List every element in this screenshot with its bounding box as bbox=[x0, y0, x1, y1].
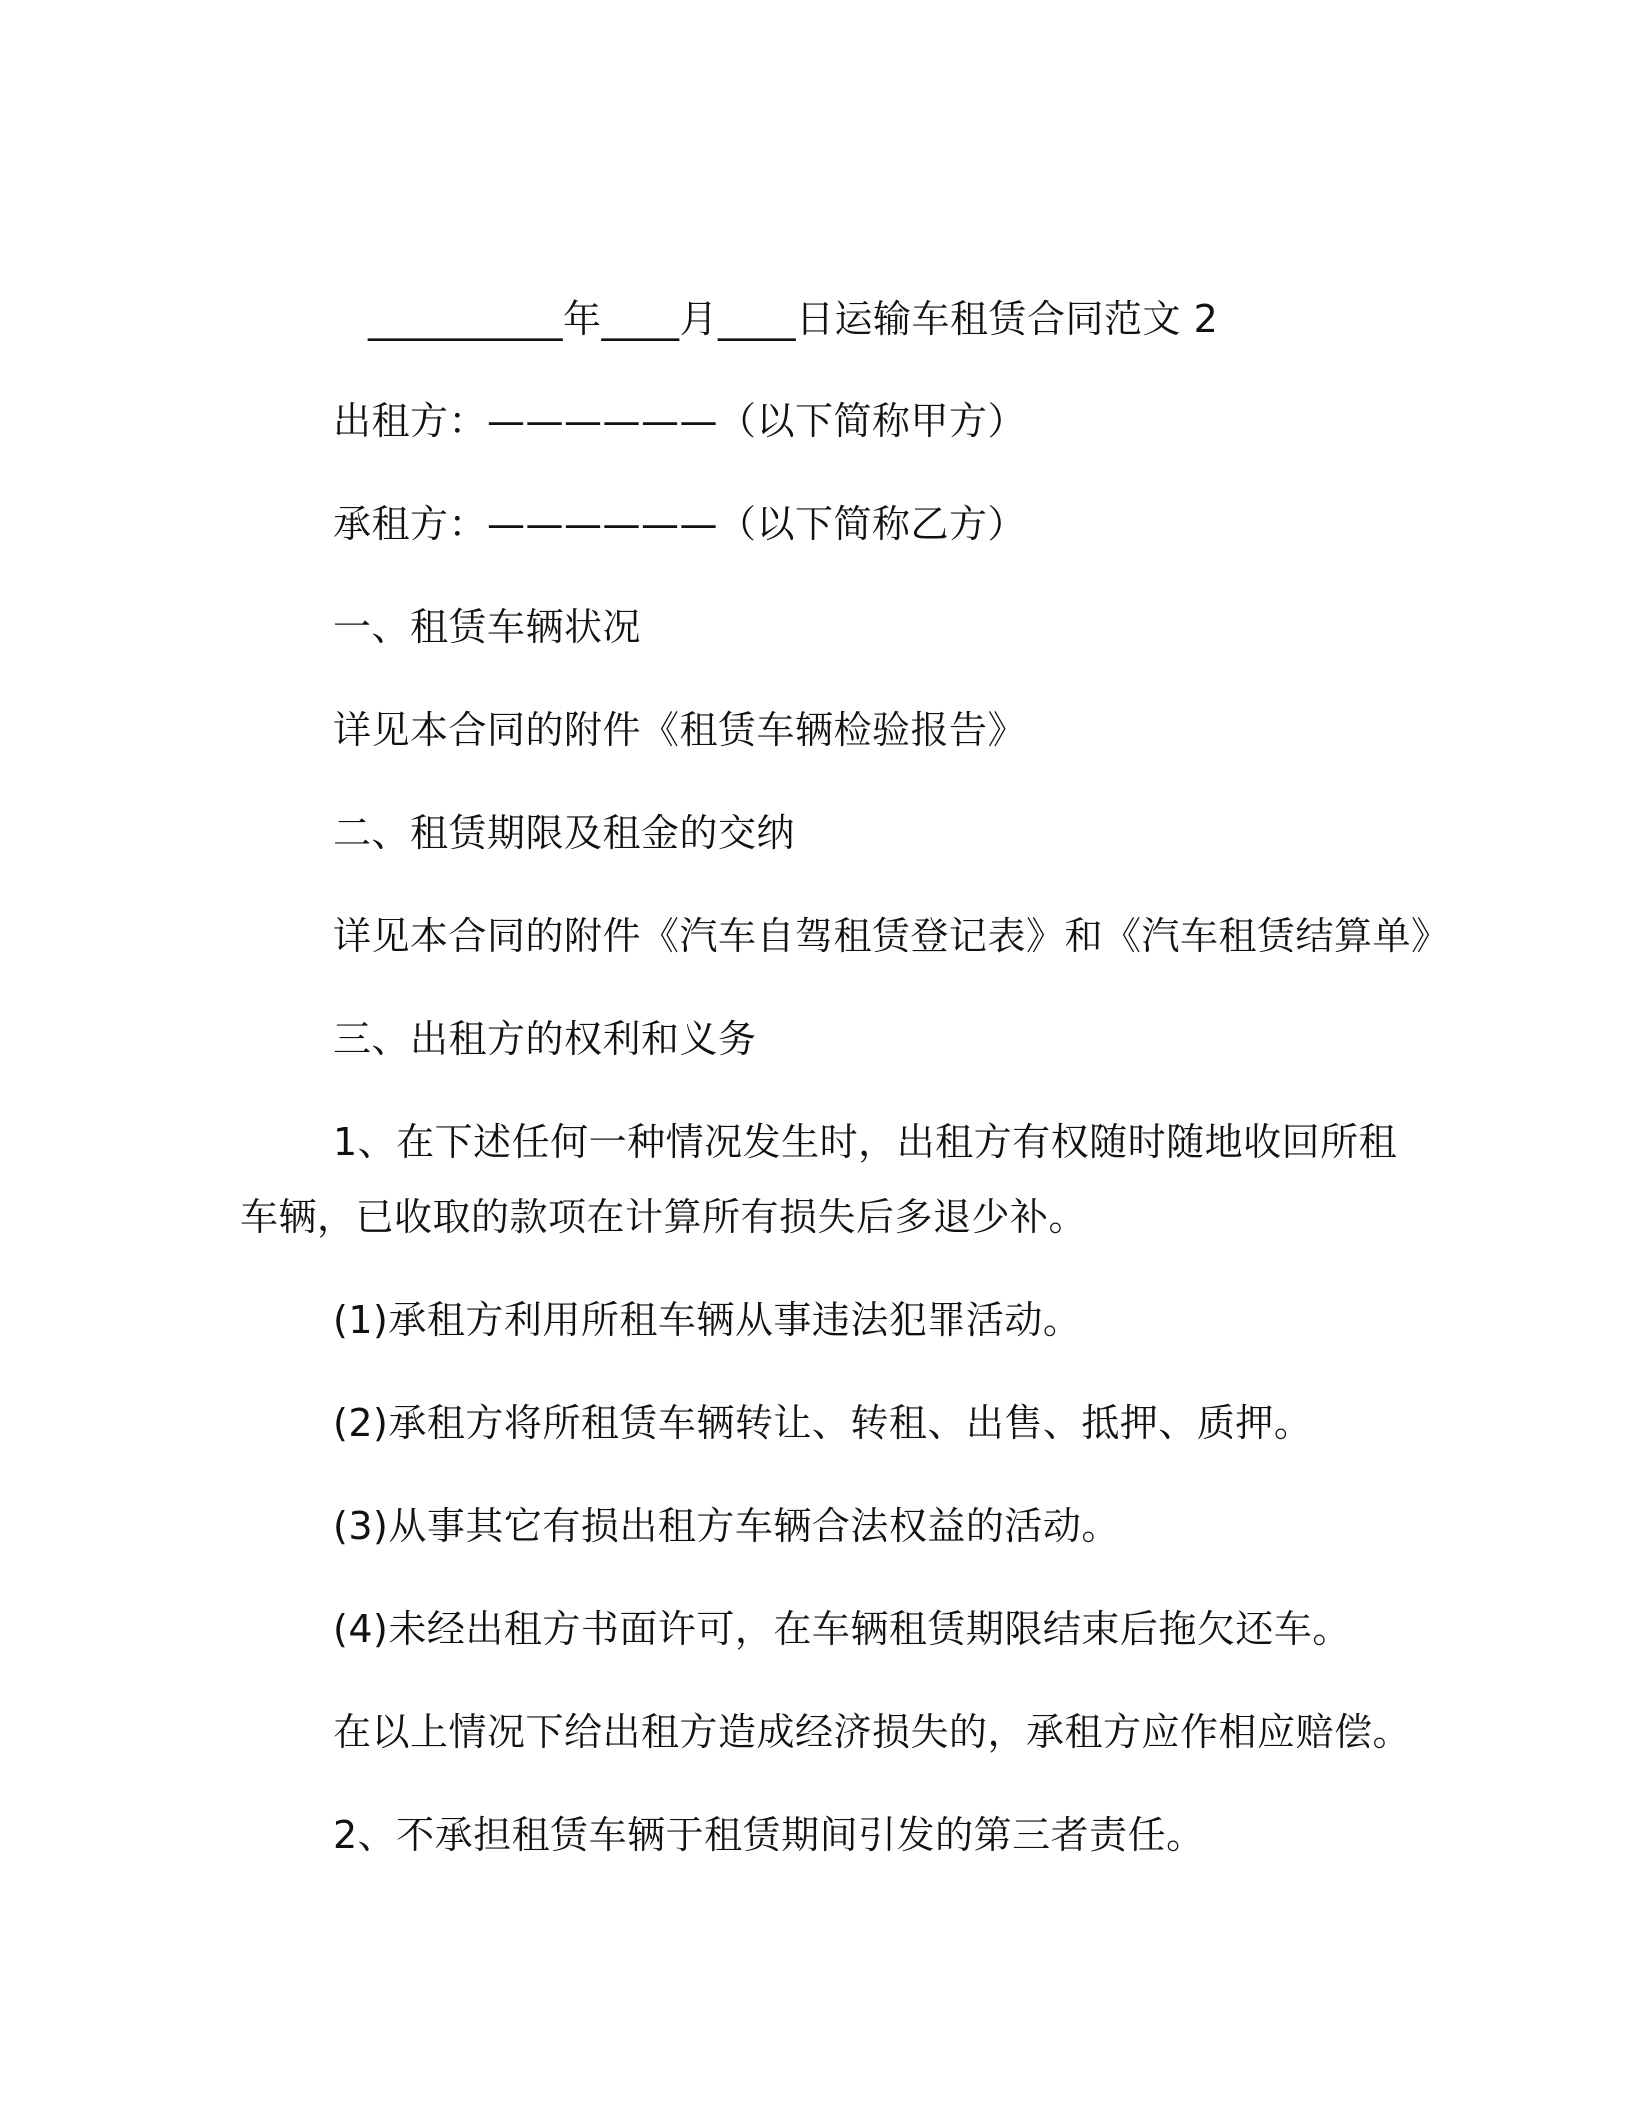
item1-line2: 车辆，已收取的款项在计算所有损失后多退少补。 bbox=[240, 1195, 1088, 1239]
sub-item-4: (4)未经出租方书面许可，在车辆租赁期限结束后拖欠还车。 bbox=[333, 1607, 1351, 1651]
section1-text: 详见本合同的附件《租赁车辆检验报告》 bbox=[333, 708, 1027, 752]
document-title: __________年____月____日运输车租赁合同范文 2 bbox=[368, 297, 1219, 341]
compensation-text: 在以上情况下给出租方造成经济损失的，承租方应作相应赔偿。 bbox=[333, 1710, 1412, 1754]
sub-item-1: (1)承租方利用所租车辆从事违法犯罪活动。 bbox=[333, 1298, 1082, 1342]
section2-heading: 二、租赁期限及租金的交纳 bbox=[333, 811, 796, 855]
section1-heading: 一、租赁车辆状况 bbox=[333, 605, 642, 649]
section3-heading: 三、出租方的权利和义务 bbox=[333, 1017, 757, 1061]
sub-item-3: (3)从事其它有损出租方车辆合法权益的活动。 bbox=[333, 1504, 1120, 1548]
sub-item-2: (2)承租方将所租赁车辆转让、转租、出售、抵押、质押。 bbox=[333, 1401, 1313, 1445]
item1-line1: 1、在下述任何一种情况发生时，出租方有权随时随地收回所租 bbox=[333, 1120, 1398, 1164]
section2-text: 详见本合同的附件《汽车自驾租赁登记表》和《汽车租赁结算单》 bbox=[333, 914, 1450, 958]
item2-text: 2、不承担租赁车辆于租赁期间引发的第三者责任。 bbox=[333, 1813, 1205, 1857]
lessee-line: 承租方：——————（以下简称乙方） bbox=[333, 502, 1027, 546]
lessor-line: 出租方：——————（以下简称甲方） bbox=[333, 399, 1027, 443]
